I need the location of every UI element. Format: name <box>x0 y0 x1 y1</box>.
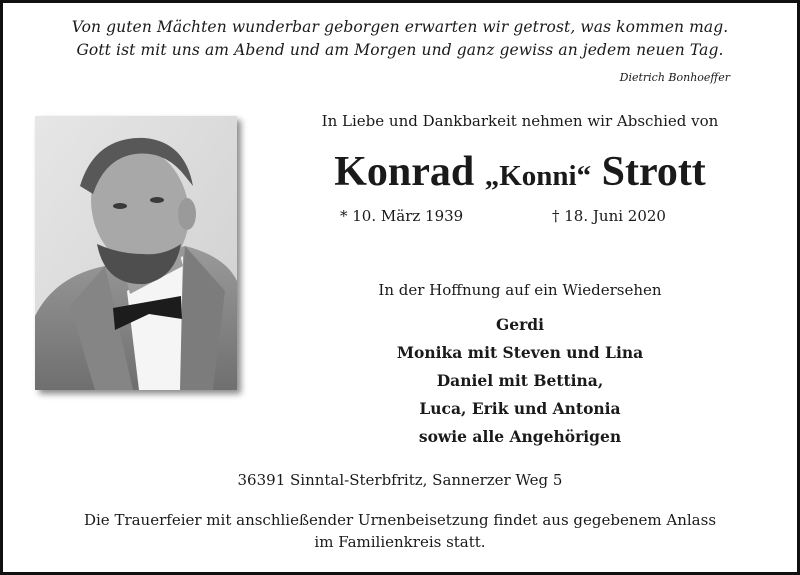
last-name: Strott <box>601 149 706 195</box>
notice-line-1: Die Trauerfeier mit anschließender Urnenbeisetzung findet aus gegebenem Anlass <box>83 511 717 529</box>
quote-author: Dietrich Bonhoeffer <box>619 71 730 84</box>
mourners-list <box>260 311 780 451</box>
mourner-line: Gerdi <box>496 315 544 334</box>
memorial-quote <box>40 16 760 62</box>
quote-line-2: Gott ist mit uns am Abend und am Morgen und ganz gewiss an jedem neuen Tag. <box>76 41 724 59</box>
farewell-intro: In Liebe und Dankbarkeit nehmen wir Abschied von <box>321 112 719 130</box>
mourner-line: Luca, Erik und Antonia <box>419 399 621 418</box>
hope-line: In der Hoffnung auf ein Wiedersehen <box>378 281 662 299</box>
mourner-line: Monika mit Steven und Lina <box>396 343 644 362</box>
quote-line-1: Von guten Mächten wunderbar geborgen erwarten wir getrost, was kommen mag. <box>71 18 729 36</box>
address: 36391 Sinntal-Sterbfritz, Sannerzer Weg 5 <box>237 471 563 489</box>
birth-date: * 10. März 1939 <box>340 207 464 225</box>
first-name: Konrad <box>334 149 475 195</box>
mourner-line: sowie alle Angehörigen <box>418 427 622 446</box>
death-date: † 18. Juni 2020 <box>552 207 666 225</box>
notice-line-2: im Familienkreis statt. <box>314 533 486 551</box>
portrait-photo <box>35 116 237 390</box>
deceased-name <box>260 146 780 202</box>
nickname: „Konni“ <box>484 160 592 192</box>
funeral-notice <box>40 509 760 553</box>
mourner-line: Daniel mit Bettina, <box>436 371 604 390</box>
